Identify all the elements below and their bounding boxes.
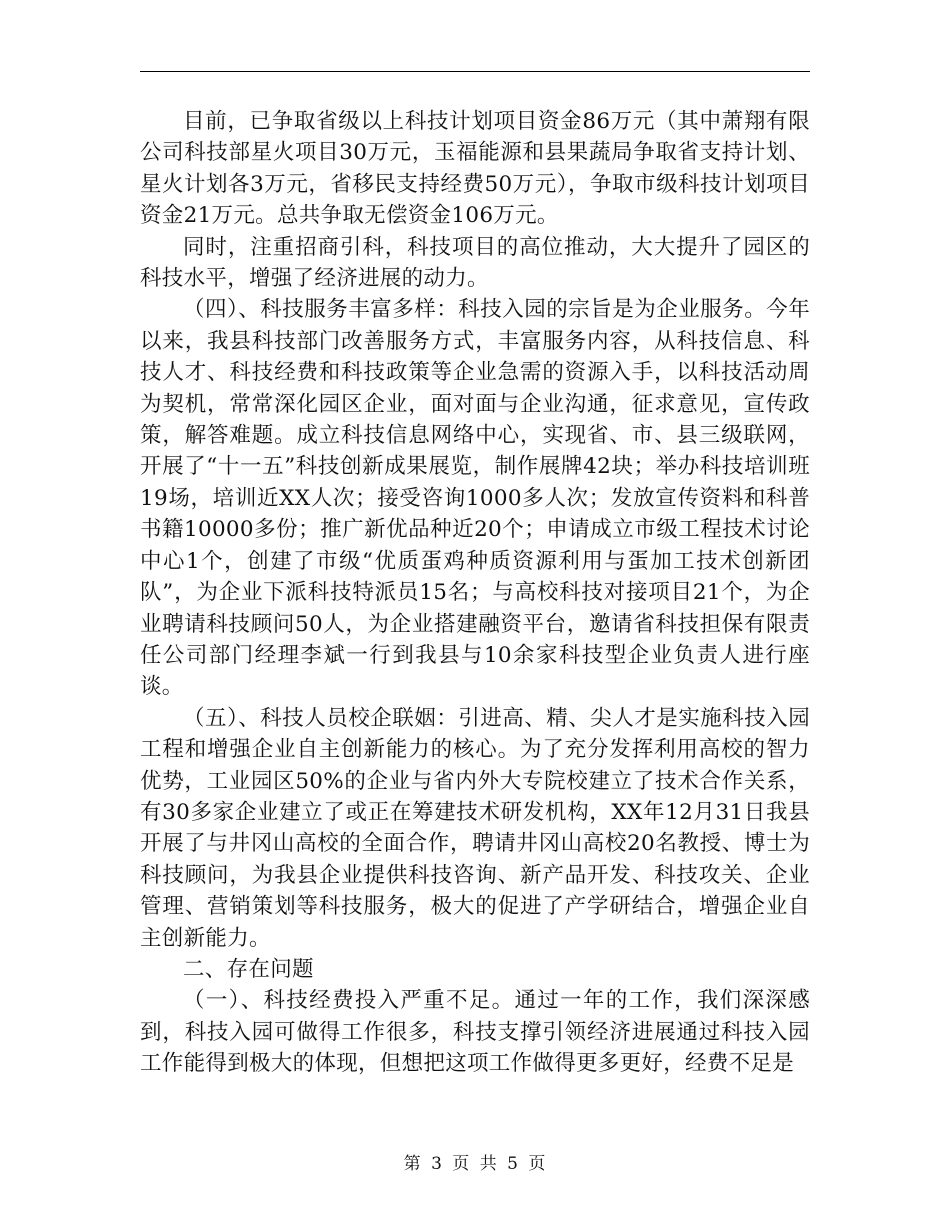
document-body	[140, 106, 810, 1080]
paragraph-funding: 目前，已争取省级以上科技计划项目资金86万元（其中萧翔有限公司科技部星火项目30万元，玉福能源和县果蔬局争取省支持计划、星火计划各3万元，省移民支持经费50万元），争取市级科技计划项目资金21万元。总共争取无偿资金106万元。	[140, 109, 810, 229]
paragraph-tech-services: （四）、科技服务丰富多样：科技入园的宗旨是为企业服务。今年以来，我县科技部门改善服务方式，丰富服务内容，从科技信息、科技人才、科技经费和科技政策等企业急需的资源入手，以科技活动周为契机，常常深化园区企业，面对面与企业沟通，征求意见，宣传政策，解答难题。成立科技信息网络中心，实现省、市、县三级联网，开展了“十一五”科技创新成果展览，制作展牌42块；举办科技培训班19场，培训近XX人次；接受咨询1000多人次；发放宣传资料和科普书籍10000多份；推广新优品种近20个；申请成立市级工程技术讨论中心1个，创建了市级“优质蛋鸡种质资源利用与蛋加工技术创新团队”，为企业下派科技特派员15名；与高校科技对接项目21个，为企业聘请科技顾问50人，为企业搭建融资平台，邀请省科技担保有限责任公司部门经理李斌一行到我县与10余家科技型企业负责人进行座谈。	[140, 297, 810, 700]
page-number-footer: 第 3 页 共 5 页	[403, 1154, 547, 1174]
paragraph-funding-shortage: （一）、科技经费投入严重不足。通过一年的工作，我们深深感到，科技入园可做得工作很多，科技支撑引领经济进展通过科技入园工作能得到极大的体现，但想把这项工作做得更多更好，经费不足是	[140, 988, 810, 1077]
paragraph-school-enterprise: （五）、科技人员校企联姻：引进高、精、尖人才是实施科技入园工程和增强企业自主创新能力的核心。为了充分发挥利用高校的智力优势，工业园区50%的企业与省内外大专院校建立了技术合作关系，有30多家企业建立了或正在筹建技术研发机构，XX年12月31日我县开展了与井冈山高校的全面合作，聘请井冈山高校20名教授、博士为科技顾问，为我县企业提供科技咨询、新产品开发、科技攻关、企业管理、营销策划等科技服务，极大的促进了产学研结合，增强企业自主创新能力。	[140, 705, 810, 951]
paragraph-investment: 同时，注重招商引科，科技项目的高位推动，大大提升了园区的科技水平，增强了经济进展的动力。	[140, 234, 810, 292]
section-heading-problems: 二、存在问题	[183, 956, 314, 982]
header-rule	[140, 71, 810, 72]
